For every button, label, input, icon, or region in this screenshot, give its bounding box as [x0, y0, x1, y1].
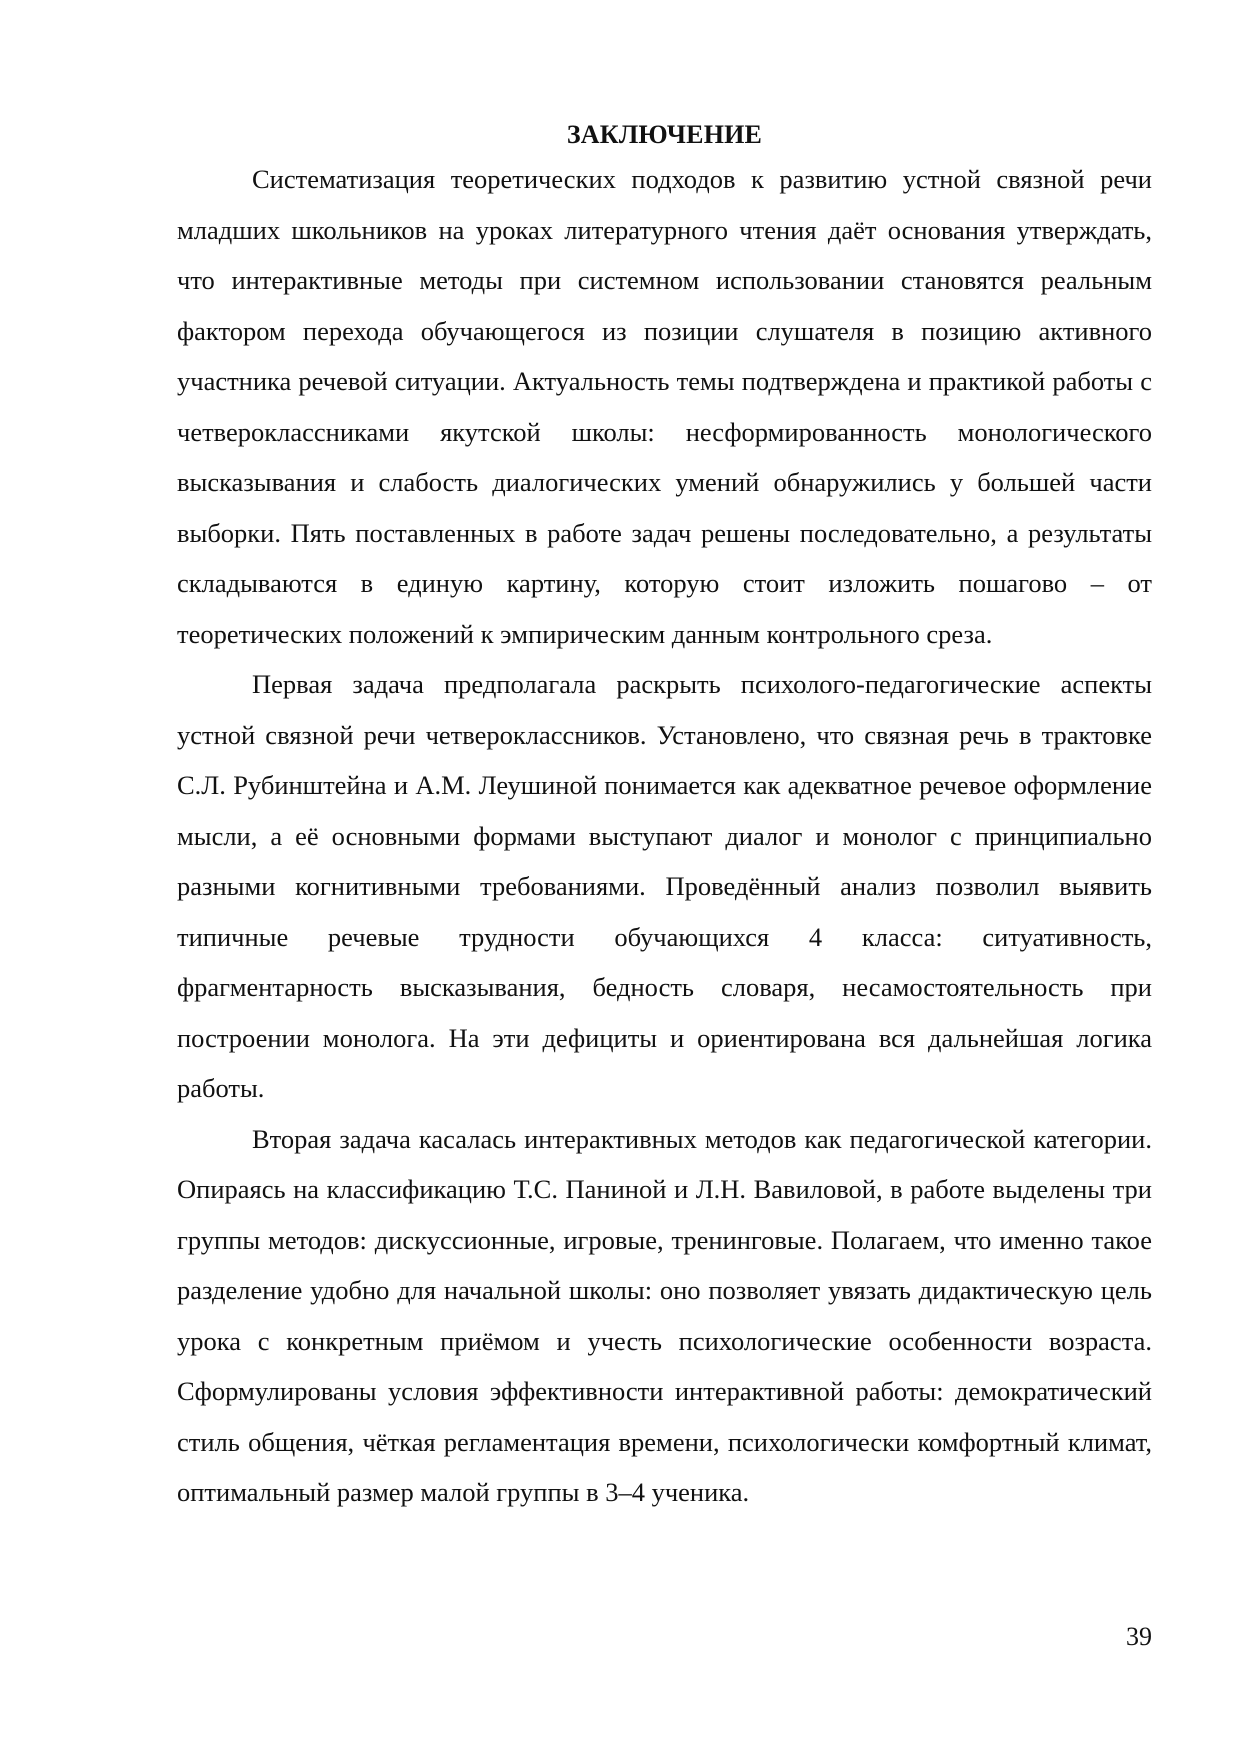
section-heading: ЗАКЛЮЧЕНИЕ [566, 120, 763, 149]
page-number: 39 [1126, 1622, 1152, 1651]
document-page [177, 118, 1152, 1518]
paragraph-1: Систематизация теоретических подходов к развитию устной связной речи младших школьников на уроках литературного чтения даёт основания утверждать, что интерактивные методы при системном использовании становятся реальным фактором перехода обучающегося из позиции слушателя в позицию активного участника речевой ситуации. Актуальность темы подтверждена и практикой работы с четвероклассниками якутской школы: несформированность монологического высказывания и слабость диалогических умений обнаружились у большей части выборки. Пять поставленных в работе задач решены последовательно, а результаты складываются в единую картину, которую стоит изложить пошагово – от теоретических положений к эмпирическим данным контрольного среза. [177, 164, 1152, 649]
paragraph-2: Первая задача предполагала раскрыть психолого-педагогические аспекты устной связной речи четвероклассников. Установлено, что связная речь в трактовке С.Л. Рубинштейна и А.М. Леушиной понимается как адекватное речевое оформление мысли, а её основными формами выступают диалог и монолог с принципиально разными когнитивными требованиями. Проведённый анализ позволил выявить типичные речевые трудности обучающихся 4 класса: ситуативность, фрагментарность высказывания, бедность словаря, несамостоятельность при построении монолога. На эти дефициты и ориентирована вся дальнейшая логика работы. [177, 669, 1152, 1103]
paragraph-3: Вторая задача касалась интерактивных методов как педагогической категории. Опираясь на классификацию Т.С. Паниной и Л.Н. Вавиловой, в работе выделены три группы методов: дискуссионные, игровые, тренинговые. Полагаем, что именно такое разделение удобно для начальной школы: оно позволяет увязать дидактическую цель урока с конкретным приёмом и учесть психологические особенности возраста. Сформулированы условия эффективности интерактивной работы: демократический стиль общения, чёткая регламентация времени, психологически комфортный климат, оптимальный размер малой группы в 3–4 ученика. [177, 1123, 1152, 1507]
